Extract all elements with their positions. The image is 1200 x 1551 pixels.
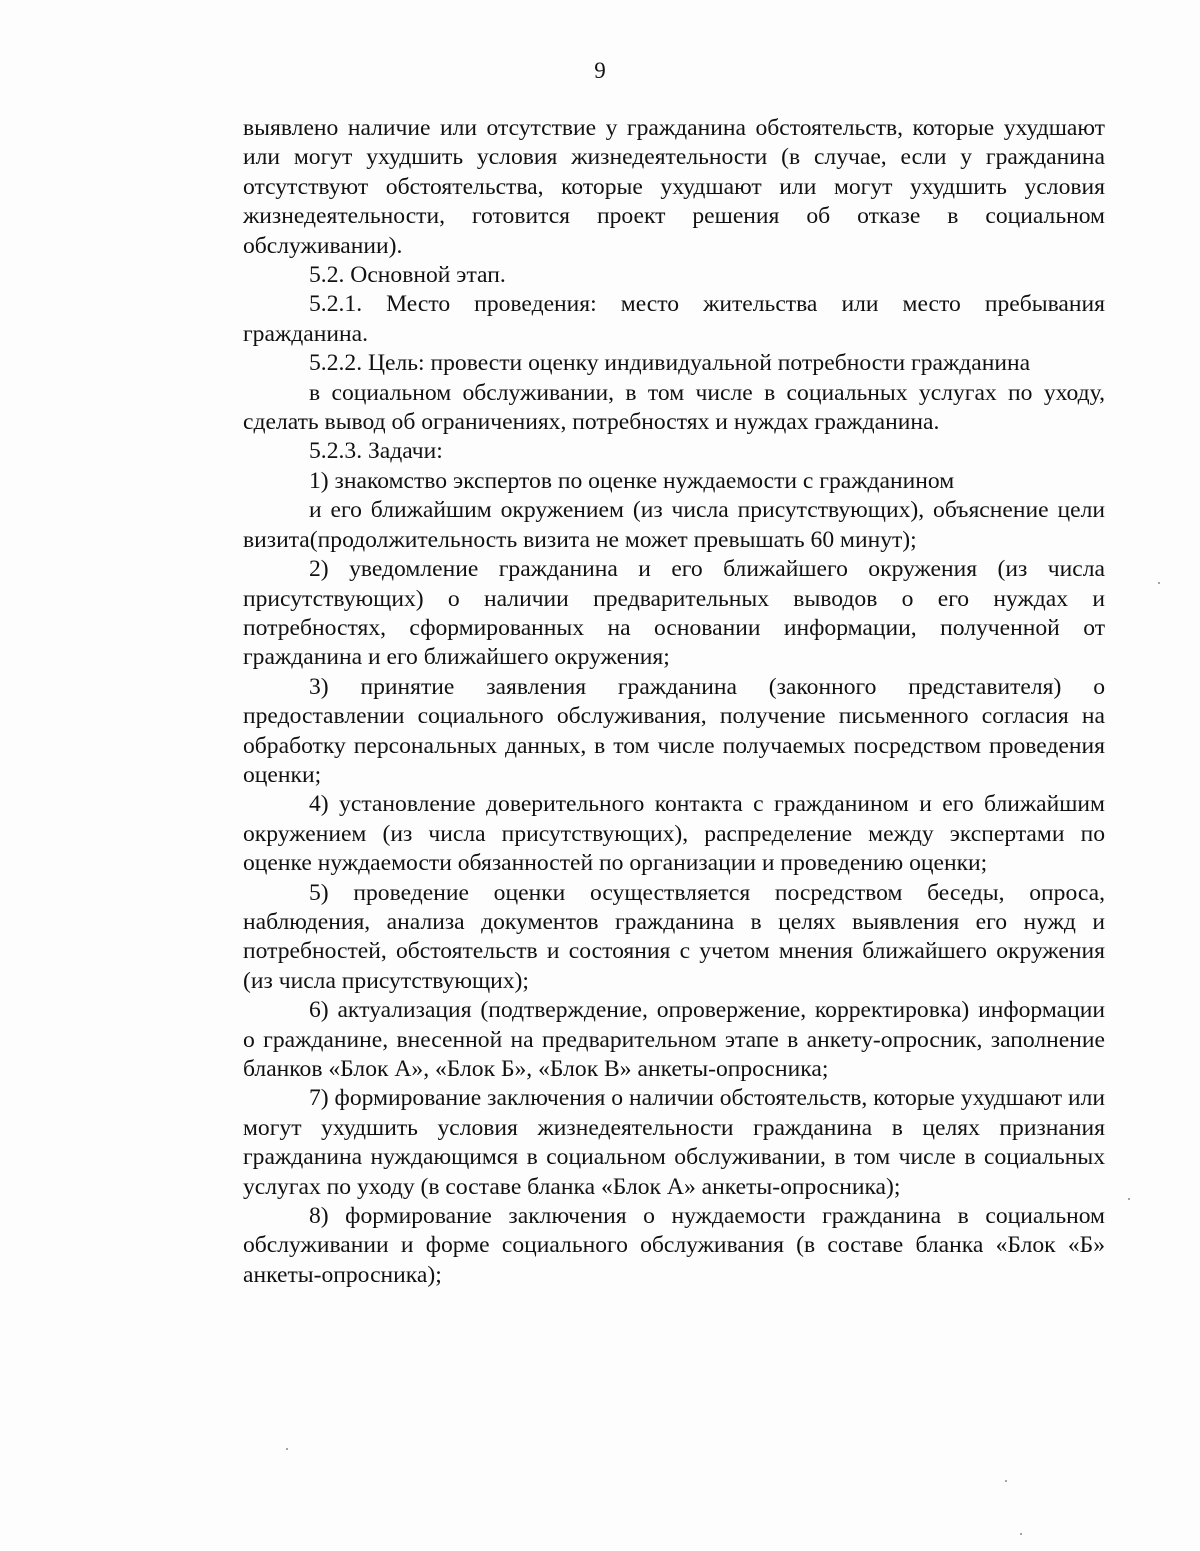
paragraph: 4) установление доверительного контакта с гражданином и его ближайшим окружением (из числа присутствующих), распределение между экспертами по оценке нуждаемости обязанностей по организации и проведению оценки;: [243, 791, 1105, 877]
paragraph: 8) формирование заключения о нуждаемости гражданина в социальном обслуживании и форме социального обслуживания (в составе бланка «Блок «Б» анкеты-опросника);: [243, 1203, 1105, 1288]
scan-speck: [1158, 582, 1160, 584]
paragraph: выявлено наличие или отсутствие у гражданина обстоятельств, которые ухудшают или могут ухудшить условия жизнедеятельности (в случае, если у гражданина отсутствуют обстоятельства, которые ухудшают или могут ухудшить условия жизнедеятельности, готовится проект решения об отказе в социальном обслуживании).: [243, 115, 1105, 259]
scan-speck: [1128, 1198, 1130, 1200]
paragraph: в социальном обслуживании, в том числе в социальных услугах по уходу, сделать вывод об ограничениях, потребностях и нуждах гражданина.: [243, 379, 1105, 436]
scan-speck: [1020, 1533, 1022, 1535]
scan-speck: [1005, 1480, 1007, 1482]
paragraph: 6) актуализация (подтверждение, опровержение, корректировка) информации о гражданине, внесенной на предварительном этапе в анкету-опросник, заполнение бланков «Блок А», «Блок Б», «Блок В» анкеты-опросника;: [243, 997, 1105, 1082]
paragraph: 2) уведомление гражданина и его ближайшего окружения (из числа присутствующих) о наличии предварительных выводов о его нуждах и потребностях, сформированных на основании информации, полученной от гражданина и его ближайшего окружения;: [243, 556, 1105, 671]
paragraph: 5.2.3. Задачи:: [309, 438, 443, 465]
document-body: [243, 114, 1105, 1290]
paragraph: 5.2. Основной этап.: [309, 262, 506, 289]
paragraph: 1) знакомство экспертов по оценке нуждаемости с гражданином: [309, 467, 955, 494]
paragraph: 5.2.2. Цель: провести оценку индивидуальной потребности гражданина: [309, 350, 1031, 377]
paragraph: и его ближайшим окружением (из числа присутствующих), объяснение цели визита(продолжительность визита не может превышать 60 минут);: [243, 497, 1105, 553]
paragraph: 7) формирование заключения о наличии обстоятельств, которые ухудшают или могут ухудшить условия жизнедеятельности гражданина в целях признания гражданина нуждающимся в социальном обслуживании, в том числе в социальных услугах по уходу (в составе бланка «Блок А» анкеты-опросника);: [243, 1085, 1105, 1200]
page-number: 9: [594, 58, 606, 83]
paragraph: 5.2.1. Место проведения: место жительства или место пребывания гражданина.: [243, 291, 1105, 347]
paragraph: 3) принятие заявления гражданина (законного представителя) о предоставлении социального обслуживания, получение письменного согласия на обработку персональных данных, в том числе получаемых посредством проведения оценки;: [243, 673, 1105, 788]
paragraph: 5) проведение оценки осуществляется посредством беседы, опроса, наблюдения, анализа документов гражданина в целях выявления его нужд и потребностей, обстоятельств и состояния с учетом мнения ближайшего окружения (из числа присутствующих);: [243, 879, 1105, 994]
scan-speck: [286, 1448, 288, 1450]
